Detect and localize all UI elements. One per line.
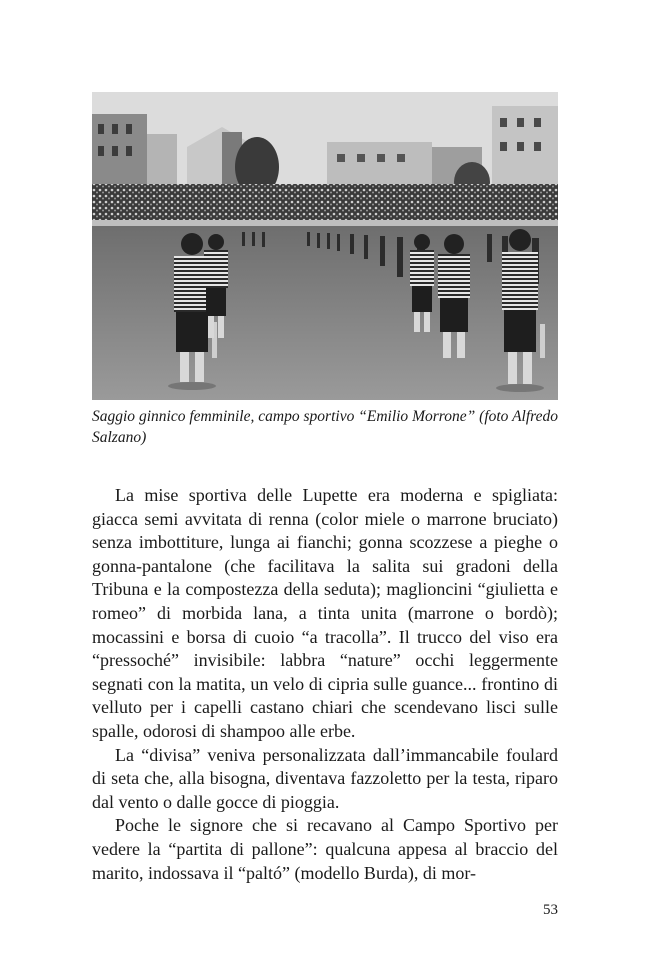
paragraph: Poche le signore che si recavano al Campo Sportivo per vedere la “partita di pallone”: qualcuna appesa al braccio del marito, indossava il “paltó” (modello Burda), di mor- — [92, 815, 558, 883]
body-text — [92, 484, 558, 885]
paragraph: La mise sportiva delle Lupette era moderna e spigliata: giacca semi avvitata di renna (color miele o marrone bruciato) senza imbottiture, lunga ai fianchi; gonna scozzese a pieghe o gonna-pantalone (che facilitava la salita sui gradoni della Tribuna e la compostezza della seduta); maglioncini “giulietta e romeo” di morbida lana, a tinta unita (marrone o bordò); mocassini e borsa di cuoio “a tracolla”. Il trucco del viso era “pressoché” invisibile: labbra “nature” occhi leggermente segnati con la matita, un velo di cipria sulle guance... frontino di velluto per i capelli castano chiari che scendevano lisci sulle spalle, odorosi di shampoo alle erbe. — [92, 485, 558, 741]
page-number: 53 — [543, 902, 558, 918]
photo-caption: Saggio ginnico femminile, campo sportivo “Emilio Morrone” (foto Alfredo Salzano) — [92, 408, 558, 446]
paragraph: La “divisa” veniva personalizzata dall’immancabile foulard di seta che, alla bisogna, diventava fazzoletto per la testa, riparo dal vento o dalle gocce di pioggia. — [92, 744, 558, 812]
historical-photo — [92, 92, 558, 400]
